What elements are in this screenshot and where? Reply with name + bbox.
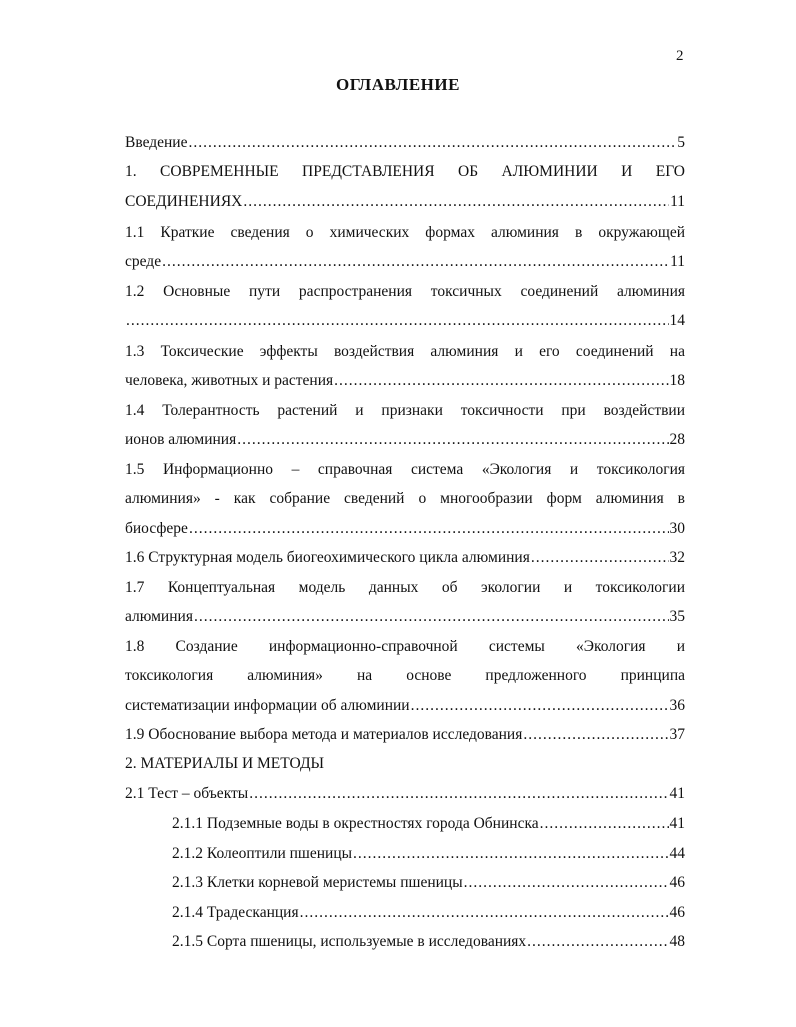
toc-entry-1-5: [125, 517, 685, 541]
toc-entry-page: 41: [669, 815, 685, 832]
toc-entry-1-3: [125, 369, 685, 393]
toc-entry-line: токсикология алюминия» на основе предложенного принципа: [125, 667, 685, 684]
toc-entry-1-6: [125, 546, 685, 570]
toc-entry-text: 2.1.5 Сорта пшеницы, используемые в исследованиях: [172, 933, 527, 950]
page-number: 2: [676, 48, 684, 64]
toc-entry-text: 2.1.3 Клетки корневой меристемы пшеницы: [172, 874, 463, 891]
toc-entry-1-9: [125, 723, 685, 747]
toc-entry-1-4: [125, 428, 685, 452]
toc-entry-page: 5: [677, 134, 685, 151]
toc-entry-intro: [125, 131, 685, 155]
toc-entry-text: 1.9 Обоснование выбора метода и материалов исследования: [125, 726, 523, 743]
toc-entry-line: 1.8 Создание информационно-справочной системы «Экология и: [125, 638, 685, 655]
toc-entry-line: 1.7 Концептуальная модель данных об экологии и токсикологии: [125, 579, 685, 596]
toc-entry-text: 2.1.1 Подземные воды в окрестностях города Обнинска: [172, 815, 539, 832]
toc-entry-line: алюминия» - как собрание сведений о многообразии форм алюминия в: [125, 490, 685, 507]
toc-entry-page: 46: [669, 904, 685, 921]
toc-entry-text: среде: [125, 253, 162, 270]
toc-entry-text: СОЕДИНЕНИЯХ: [125, 193, 243, 210]
toc-entry-text: биосфере: [125, 520, 188, 537]
toc-entry-line: 1.1 Краткие сведения о химических формах алюминия в окружающей: [125, 224, 685, 241]
toc-section-heading: 2. МАТЕРИАЛЫ И МЕТОДЫ: [125, 755, 325, 772]
toc-entry-page: 44: [669, 845, 685, 862]
toc-entry-1-7: [125, 605, 685, 629]
toc-entry-1-8: [125, 694, 685, 718]
toc-entry-page: 18: [669, 372, 685, 389]
toc-entry-page: 36: [669, 697, 685, 714]
toc-entry-1-2: [125, 309, 685, 333]
toc-entry-text: систематизации информации об алюминии: [125, 697, 410, 714]
toc-entry-1-1: [125, 250, 685, 274]
toc-entry-page: 30: [669, 520, 685, 537]
toc-entry-text: алюминия: [125, 608, 193, 625]
toc-entry-text: 2.1 Тест – объекты: [125, 785, 249, 802]
toc-entry-2-1-3: [172, 871, 685, 895]
toc-entry-2-1: [125, 782, 685, 806]
toc-entry-page: 28: [669, 431, 685, 448]
toc-entry-page: 14: [669, 312, 685, 329]
toc-entry-line: 1. СОВРЕМЕННЫЕ ПРЕДСТАВЛЕНИЯ ОБ АЛЮМИНИИ И ЕГО: [125, 163, 685, 180]
toc-entry-page: 37: [669, 726, 685, 743]
page-title: ОГЛАВЛЕНИЕ: [336, 75, 460, 94]
toc-entry-text: 2.1.4 Традесканция: [172, 904, 299, 921]
toc-entry-2-1-5: [172, 930, 685, 954]
toc-entry-2-1-1: [172, 812, 685, 836]
toc-entry-2-1-4: [172, 901, 685, 925]
toc-entry-page: 11: [670, 193, 685, 210]
toc-entry-line: 1.3 Токсические эффекты воздействия алюминия и его соединений на: [125, 343, 685, 360]
toc-entry-line: 1.4 Толерантность растений и признаки токсичности при воздействии: [125, 402, 685, 419]
toc-entry-text: 1.6 Структурная модель биогеохимического цикла алюминия: [125, 549, 530, 566]
toc-entry-2-1-2: [172, 842, 685, 866]
toc-entry-text: 2.1.2 Колеоптили пшеницы: [172, 845, 353, 862]
toc-entry-page: 32: [669, 549, 685, 566]
toc-entry-page: 48: [669, 933, 685, 950]
toc-entry-text: человека, животных и растения: [125, 372, 334, 389]
toc-entry-line: 1.2 Основные пути распространения токсичных соединений алюминия: [125, 283, 685, 300]
toc-entry-page: 41: [669, 785, 685, 802]
toc-entry-text: ионов алюминия: [125, 431, 237, 448]
toc-entry-page: 11: [670, 253, 685, 270]
toc-entry-1: [125, 190, 685, 214]
toc-entry-text: Введение: [125, 134, 188, 151]
toc-entry-page: 46: [669, 874, 685, 891]
toc-entry-page: 35: [669, 608, 685, 625]
toc-entry-line: 1.5 Информационно – справочная система «Экология и токсикология: [125, 461, 685, 478]
